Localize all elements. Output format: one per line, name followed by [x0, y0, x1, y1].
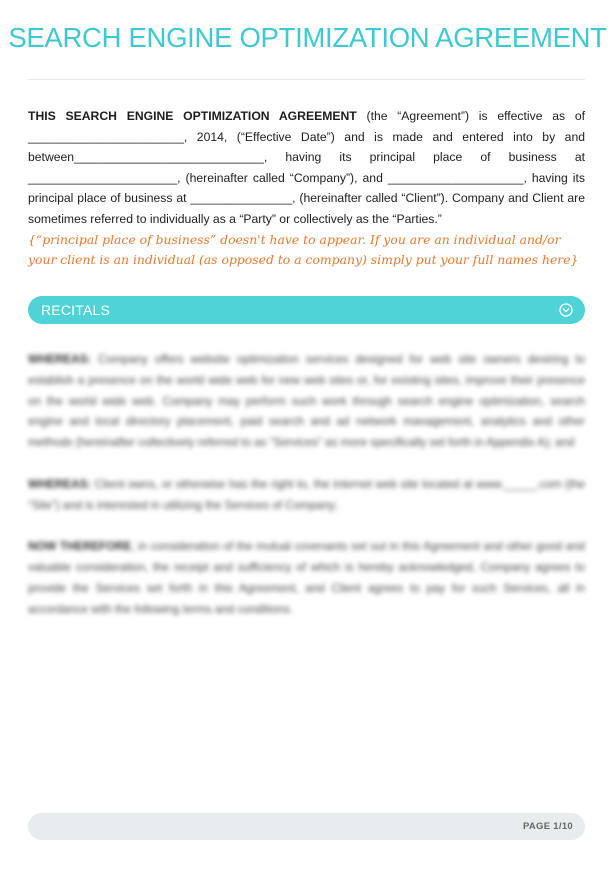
intro-paragraph [28, 106, 585, 271]
intro-body: (the “Agreement”) is effective as of _______________________, 2014, (“Effective Date”) and is made and entered into by and between____________________________, having its principal place of business at ______________________, (hereinafter called “Company”), and ____________________, having its principal place of business at _______________, (hereinafter called “Client”). Company and Client are sometimes referred to individually as a “Party” or collectively as the “Parties.” [28, 109, 585, 226]
recitals-label: RECITALS [41, 302, 111, 318]
document-title: SEARCH ENGINE OPTIMIZATION AGREEMENT [8, 22, 607, 53]
recital-text: , in consideration of the mutual covenants set out in this Agreement and other good and valuable consideration, the receipt and sufficiency of which is hereby acknowledged, Company agrees to provide the Services set forth in this Agreement, and Client agrees to pay for such Services, all in accordance with the following terms and conditions. [28, 540, 585, 616]
agreement-lead: THIS SEARCH ENGINE OPTIMIZATION AGREEMENT [28, 109, 357, 123]
title-divider [28, 79, 585, 80]
recital-lead: NOW THEREFORE [28, 540, 132, 554]
recital-paragraph [28, 350, 585, 454]
recital-text: Client owns, or otherwise has the right to, the internet web site located at www._____.com (the “Site”) and is interested in utilizing the Services of Company; [28, 477, 585, 512]
recitals-body [28, 350, 585, 641]
recital-paragraph [28, 537, 585, 620]
page-indicator: PAGE 1/10 [522, 821, 573, 832]
instruction-note: {“principal place of business” doesn't have to appear. If you are an individual and/or your client is an individual (as opposed to a company) simply put your full names here} [28, 231, 579, 268]
chevron-down-icon[interactable] [559, 303, 573, 317]
recitals-section-header[interactable] [28, 296, 585, 324]
recital-lead: WHEREAS: [28, 477, 92, 491]
recital-lead: WHEREAS: [28, 353, 92, 366]
recital-paragraph [28, 475, 585, 517]
page-footer [28, 813, 585, 840]
recital-text: Company offers website optimization services designed for web site owners desiring to establish a presence on the world wide web for new web sites or, for existing sites, improve their presence on the world wide web. Company may perform such work through search engine optimization, search engine and local directory placement, paid search and ad network management, analytics and other methods (hereinafter collectively referred to as “Services” as more specifically set forth in Appendix A); and [28, 353, 585, 450]
